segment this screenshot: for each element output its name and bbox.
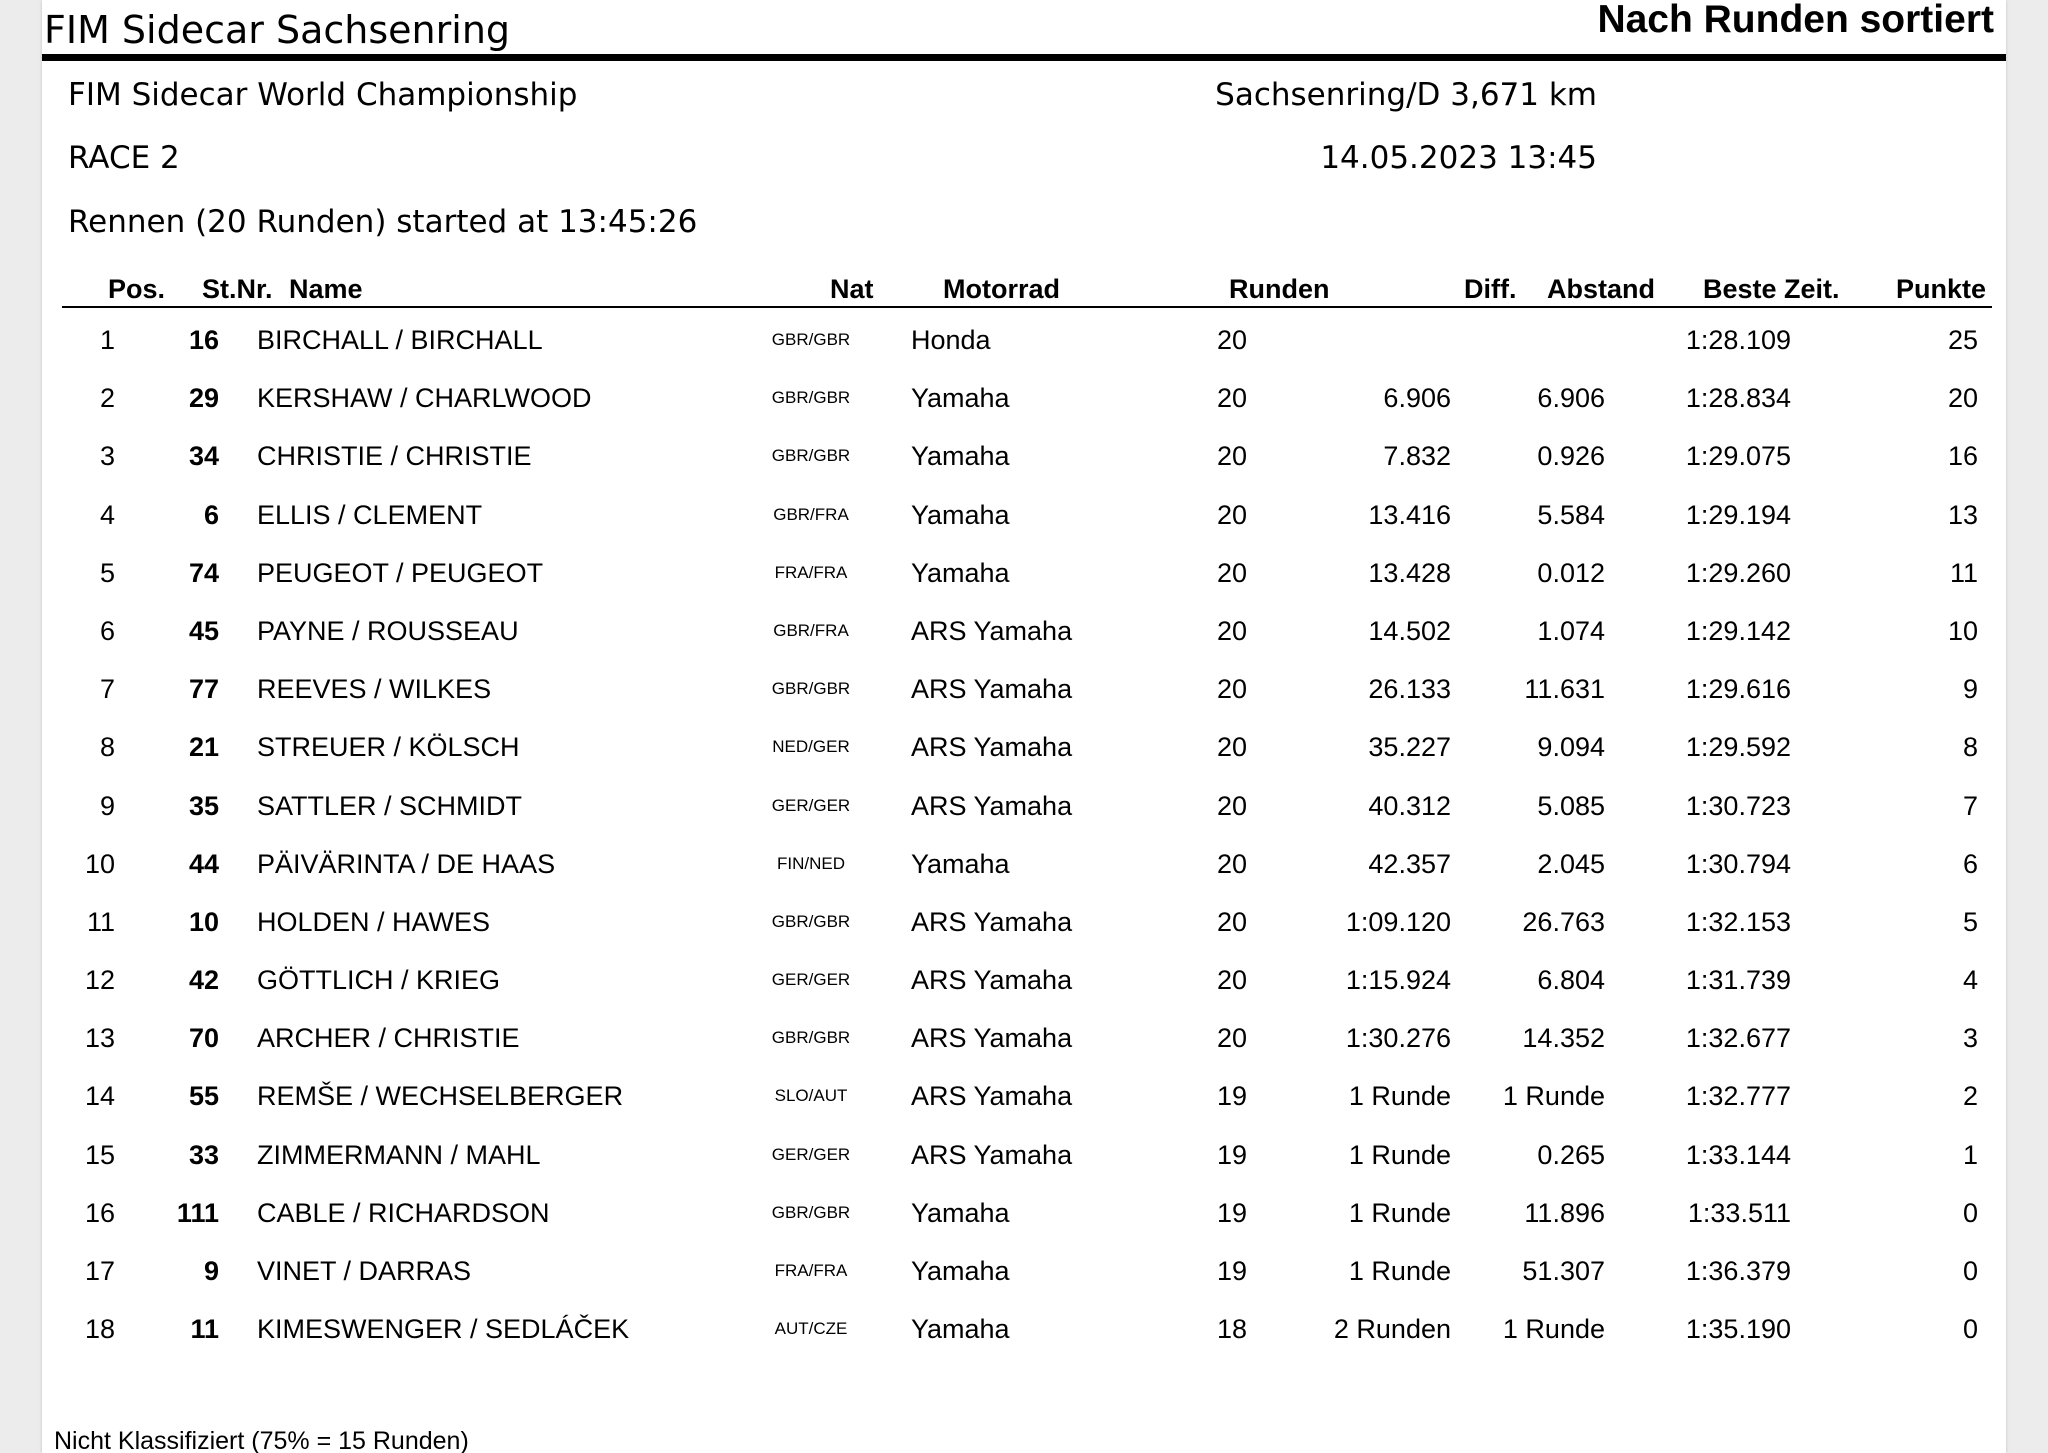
points-cell: 11 — [1949, 557, 1978, 588]
header-divider — [42, 54, 2006, 61]
points-cell: 16 — [1947, 441, 1978, 472]
nat-cell: GBR/GBR — [771, 1028, 851, 1048]
name-cell: KERSHAW / CHARLWOOD — [257, 383, 592, 414]
nat-cell: GBR/GBR — [771, 679, 851, 699]
pos-cell: 17 — [84, 1256, 115, 1286]
start-number-cell: 44 — [188, 848, 219, 879]
abstand-cell: 26.763 — [1522, 906, 1605, 937]
runden-cell: 20 — [1216, 906, 1247, 937]
motorrad-cell: Yamaha — [911, 557, 1010, 588]
runden-cell: 20 — [1216, 965, 1247, 996]
best-time-cell: 1:32.677 — [1685, 1023, 1791, 1054]
nat-cell: AUT/CZE — [774, 1319, 848, 1339]
table-row — [42, 727, 2006, 785]
not-classified-note: Nicht Klassifiziert (75% = 15 Runden) — [54, 1427, 469, 1453]
runden-cell: 19 — [1216, 1081, 1247, 1112]
diff-cell: 13.416 — [1368, 499, 1451, 530]
col-header-motorrad: Motorrad — [943, 274, 1060, 304]
best-time-cell: 1:29.075 — [1685, 441, 1791, 472]
best-time-cell: 1:29.142 — [1685, 615, 1791, 646]
table-row — [42, 436, 2006, 494]
nat-cell: GBR/GBR — [771, 446, 851, 466]
pos-cell: 11 — [86, 906, 115, 937]
start-number-cell: 10 — [188, 906, 219, 937]
nat-cell: GBR/FRA — [773, 620, 849, 640]
points-cell: 0 — [1962, 1314, 1978, 1345]
table-row — [42, 1193, 2006, 1251]
table-row — [42, 553, 2006, 611]
best-time-cell: 1:36.379 — [1685, 1256, 1791, 1286]
pos-cell: 10 — [84, 848, 115, 879]
motorrad-cell: Yamaha — [911, 848, 1010, 879]
pos-cell: 13 — [84, 1023, 115, 1054]
name-cell: BIRCHALL / BIRCHALL — [257, 325, 543, 355]
best-time-cell: 1:32.153 — [1685, 906, 1791, 937]
pos-cell: 7 — [99, 674, 115, 705]
runden-cell: 19 — [1216, 1256, 1247, 1286]
nat-cell: SLO/AUT — [774, 1086, 848, 1106]
motorrad-cell: ARS Yamaha — [911, 906, 1073, 937]
motorrad-cell: ARS Yamaha — [911, 615, 1073, 646]
motorrad-cell: Yamaha — [911, 1197, 1010, 1228]
start-number-cell: 74 — [188, 557, 219, 588]
name-cell: VINET / DARRAS — [257, 1256, 472, 1286]
nat-cell: NED/GER — [772, 737, 850, 757]
diff-cell: 6.906 — [1383, 383, 1451, 414]
name-cell: ELLIS / CLEMENT — [257, 499, 483, 530]
pos-cell: 5 — [99, 557, 115, 588]
col-header-runden: Runden — [1229, 274, 1330, 304]
name-cell: HOLDEN / HAWES — [257, 906, 491, 937]
best-time-cell: 1:28.834 — [1685, 383, 1791, 414]
name-cell: PÄIVÄRINTA / DE HAAS — [257, 848, 556, 879]
best-time-cell: 1:33.144 — [1685, 1139, 1791, 1170]
nat-cell: GER/GER — [771, 970, 851, 990]
name-cell: REMŠE / WECHSELBERGER — [257, 1081, 624, 1112]
nat-cell: GBR/GBR — [771, 388, 851, 408]
table-row — [42, 611, 2006, 669]
table-row — [42, 844, 2006, 902]
table-row — [42, 786, 2006, 844]
table-row — [42, 1309, 2006, 1367]
best-time-cell: 1:30.723 — [1685, 790, 1791, 821]
nat-cell: GBR/GBR — [771, 330, 851, 349]
name-cell: CHRISTIE / CHRISTIE — [257, 441, 532, 472]
table-row — [42, 1076, 2006, 1134]
pos-cell: 4 — [99, 499, 115, 530]
pos-cell: 1 — [99, 325, 115, 355]
start-number-cell: 29 — [188, 383, 219, 414]
nat-cell: FRA/FRA — [774, 1261, 848, 1280]
runden-cell: 18 — [1216, 1314, 1247, 1345]
abstand-cell: 5.085 — [1537, 790, 1605, 821]
diff-cell: 1:15.924 — [1345, 965, 1451, 996]
points-cell: 5 — [1962, 906, 1978, 937]
col-header-diff: Diff. — [1464, 274, 1517, 304]
start-number-cell: 9 — [203, 1256, 219, 1286]
sort-label: Nach Runden sortiert — [1597, 0, 1994, 41]
nat-cell: GER/GER — [771, 795, 851, 815]
points-cell: 0 — [1962, 1197, 1978, 1228]
motorrad-cell: ARS Yamaha — [911, 965, 1073, 996]
table-row — [42, 1251, 2006, 1309]
abstand-cell: 14.352 — [1522, 1023, 1605, 1054]
start-number-cell: 21 — [188, 732, 219, 763]
nat-cell: GBR/GBR — [771, 1202, 851, 1222]
diff-cell: 14.502 — [1368, 615, 1451, 646]
table-row — [42, 495, 2006, 553]
runden-cell: 20 — [1216, 848, 1247, 879]
points-cell: 3 — [1962, 1023, 1978, 1054]
motorrad-cell: Yamaha — [911, 1314, 1010, 1345]
championship-name: FIM Sidecar World Championship — [68, 77, 578, 113]
nat-cell: FIN/NED — [777, 853, 845, 873]
diff-cell: 13.428 — [1368, 557, 1451, 588]
best-time-cell: 1:29.260 — [1685, 557, 1791, 588]
runden-cell: 20 — [1216, 674, 1247, 705]
diff-cell: 2 Runden — [1333, 1314, 1451, 1345]
best-time-cell: 1:28.109 — [1685, 325, 1791, 355]
start-number-cell: 16 — [188, 325, 219, 355]
diff-cell: 1:30.276 — [1345, 1023, 1451, 1054]
best-time-cell: 1:33.511 — [1687, 1197, 1791, 1228]
name-cell: PEUGEOT / PEUGEOT — [257, 557, 544, 588]
diff-cell: 1 Runde — [1348, 1256, 1451, 1286]
motorrad-cell: ARS Yamaha — [911, 732, 1073, 763]
start-number-cell: 55 — [188, 1081, 219, 1112]
pos-cell: 18 — [84, 1314, 115, 1345]
col-header-name: Name — [289, 274, 363, 304]
points-cell: 1 — [1962, 1139, 1978, 1170]
abstand-cell: 0.012 — [1537, 557, 1605, 588]
diff-cell: 1 Runde — [1348, 1197, 1451, 1228]
race-start-info: Rennen (20 Runden) started at 13:45:26 — [68, 204, 698, 240]
start-number-cell: 70 — [188, 1023, 219, 1054]
runden-cell: 20 — [1216, 790, 1247, 821]
name-cell: GÖTTLICH / KRIEG — [257, 965, 501, 996]
table-row — [42, 960, 2006, 1018]
motorrad-cell: ARS Yamaha — [911, 1023, 1073, 1054]
table-header — [62, 272, 1992, 308]
runden-cell: 20 — [1216, 557, 1247, 588]
table-row — [42, 902, 2006, 960]
col-header-nat: Nat — [830, 274, 874, 304]
pos-cell: 16 — [84, 1197, 115, 1228]
motorrad-cell: Yamaha — [911, 1256, 1010, 1286]
col-header-beste-zeit: Beste Zeit. — [1703, 274, 1840, 304]
diff-cell: 1 Runde — [1348, 1139, 1451, 1170]
motorrad-cell: Honda — [911, 325, 991, 355]
start-number-cell: 33 — [188, 1139, 219, 1170]
col-header-punkte: Punkte — [1896, 274, 1987, 304]
pos-cell: 3 — [99, 441, 115, 472]
best-time-cell: 1:29.592 — [1685, 732, 1791, 763]
runden-cell: 19 — [1216, 1139, 1247, 1170]
diff-cell: 40.312 — [1368, 790, 1451, 821]
pos-cell: 6 — [99, 615, 115, 646]
table-row — [42, 1135, 2006, 1193]
runden-cell: 20 — [1216, 325, 1247, 355]
diff-cell: 7.832 — [1383, 441, 1451, 472]
runden-cell: 20 — [1216, 732, 1247, 763]
motorrad-cell: Yamaha — [911, 499, 1010, 530]
race-datetime: 14.05.2023 13:45 — [1320, 140, 1597, 176]
pos-cell: 14 — [84, 1081, 115, 1112]
start-number-cell: 45 — [188, 615, 219, 646]
start-number-cell: 11 — [190, 1314, 219, 1345]
col-header-nr: St.Nr. — [202, 274, 273, 304]
runden-cell: 19 — [1216, 1197, 1247, 1228]
start-number-cell: 6 — [203, 499, 219, 530]
best-time-cell: 1:29.194 — [1685, 499, 1791, 530]
abstand-cell: 6.804 — [1537, 965, 1605, 996]
motorrad-cell: Yamaha — [911, 383, 1010, 414]
pos-cell: 9 — [99, 790, 115, 821]
name-cell: KIMESWENGER / SEDLÁČEK — [257, 1314, 630, 1345]
abstand-cell: 0.926 — [1537, 441, 1605, 472]
best-time-cell: 1:32.777 — [1685, 1081, 1791, 1112]
motorrad-cell: ARS Yamaha — [911, 790, 1073, 821]
abstand-cell: 0.265 — [1537, 1139, 1605, 1170]
nat-cell: GBR/FRA — [773, 504, 849, 524]
table-row — [42, 669, 2006, 727]
diff-cell: 1:09.120 — [1345, 906, 1451, 937]
runden-cell: 20 — [1216, 499, 1247, 530]
table-row — [42, 1018, 2006, 1076]
abstand-cell: 9.094 — [1537, 732, 1605, 763]
runden-cell: 20 — [1216, 383, 1247, 414]
col-header-abstand: Abstand — [1547, 274, 1655, 304]
name-cell: STREUER / KÖLSCH — [257, 732, 520, 763]
abstand-cell: 1 Runde — [1502, 1314, 1605, 1345]
col-header-pos: Pos. — [108, 274, 166, 304]
best-time-cell: 1:31.739 — [1685, 965, 1791, 996]
motorrad-cell: Yamaha — [911, 441, 1010, 472]
points-cell: 13 — [1947, 499, 1978, 530]
pos-cell: 15 — [84, 1139, 115, 1170]
best-time-cell: 1:35.190 — [1685, 1314, 1791, 1345]
points-cell: 8 — [1962, 732, 1978, 763]
diff-cell: 1 Runde — [1348, 1081, 1451, 1112]
abstand-cell: 6.906 — [1537, 383, 1605, 414]
points-cell: 25 — [1947, 325, 1978, 355]
abstand-cell: 5.584 — [1537, 499, 1605, 530]
abstand-cell: 11.896 — [1524, 1197, 1605, 1228]
name-cell: CABLE / RICHARDSON — [257, 1197, 550, 1228]
nat-cell: GER/GER — [771, 1144, 851, 1164]
name-cell: ZIMMERMANN / MAHL — [257, 1139, 541, 1170]
runden-cell: 20 — [1216, 441, 1247, 472]
motorrad-cell: ARS Yamaha — [911, 674, 1073, 705]
diff-cell: 42.357 — [1368, 848, 1451, 879]
best-time-cell: 1:29.616 — [1685, 674, 1791, 705]
pos-cell: 8 — [99, 732, 115, 763]
points-cell: 9 — [1962, 674, 1978, 705]
points-cell: 10 — [1947, 615, 1978, 646]
points-cell: 7 — [1962, 790, 1978, 821]
points-cell: 2 — [1962, 1081, 1978, 1112]
points-cell: 4 — [1962, 965, 1978, 996]
results-table-body — [42, 320, 2006, 1367]
points-cell: 0 — [1962, 1256, 1978, 1286]
pos-cell: 2 — [99, 383, 115, 414]
table-row — [42, 320, 2006, 378]
abstand-cell: 51.307 — [1522, 1256, 1605, 1286]
motorrad-cell: ARS Yamaha — [911, 1139, 1073, 1170]
name-cell: SATTLER / SCHMIDT — [257, 790, 523, 821]
name-cell: ARCHER / CHRISTIE — [257, 1023, 520, 1054]
diff-cell: 35.227 — [1368, 732, 1451, 763]
document-title: FIM Sidecar Sachsenring — [44, 8, 511, 52]
start-number-cell: 77 — [188, 674, 219, 705]
start-number-cell: 35 — [188, 790, 219, 821]
points-cell: 20 — [1947, 383, 1978, 414]
nat-cell: FRA/FRA — [774, 562, 848, 582]
results-document — [42, 0, 2006, 1453]
points-cell: 6 — [1962, 848, 1978, 879]
pos-cell: 12 — [84, 965, 115, 996]
abstand-cell: 1.074 — [1537, 615, 1605, 646]
name-cell: PAYNE / ROUSSEAU — [257, 615, 519, 646]
start-number-cell: 34 — [188, 441, 219, 472]
race-name: RACE 2 — [68, 140, 180, 176]
abstand-cell: 2.045 — [1537, 848, 1605, 879]
diff-cell: 26.133 — [1368, 674, 1451, 705]
table-row — [42, 378, 2006, 436]
motorrad-cell: ARS Yamaha — [911, 1081, 1073, 1112]
start-number-cell: 111 — [176, 1197, 219, 1228]
runden-cell: 20 — [1216, 615, 1247, 646]
track-info: Sachsenring/D 3,671 km — [1215, 77, 1597, 113]
nat-cell: GBR/GBR — [771, 911, 851, 931]
start-number-cell: 42 — [188, 965, 219, 996]
abstand-cell: 1 Runde — [1502, 1081, 1605, 1112]
abstand-cell: 11.631 — [1524, 674, 1605, 705]
runden-cell: 20 — [1216, 1023, 1247, 1054]
name-cell: REEVES / WILKES — [257, 674, 492, 705]
best-time-cell: 1:30.794 — [1685, 848, 1791, 879]
